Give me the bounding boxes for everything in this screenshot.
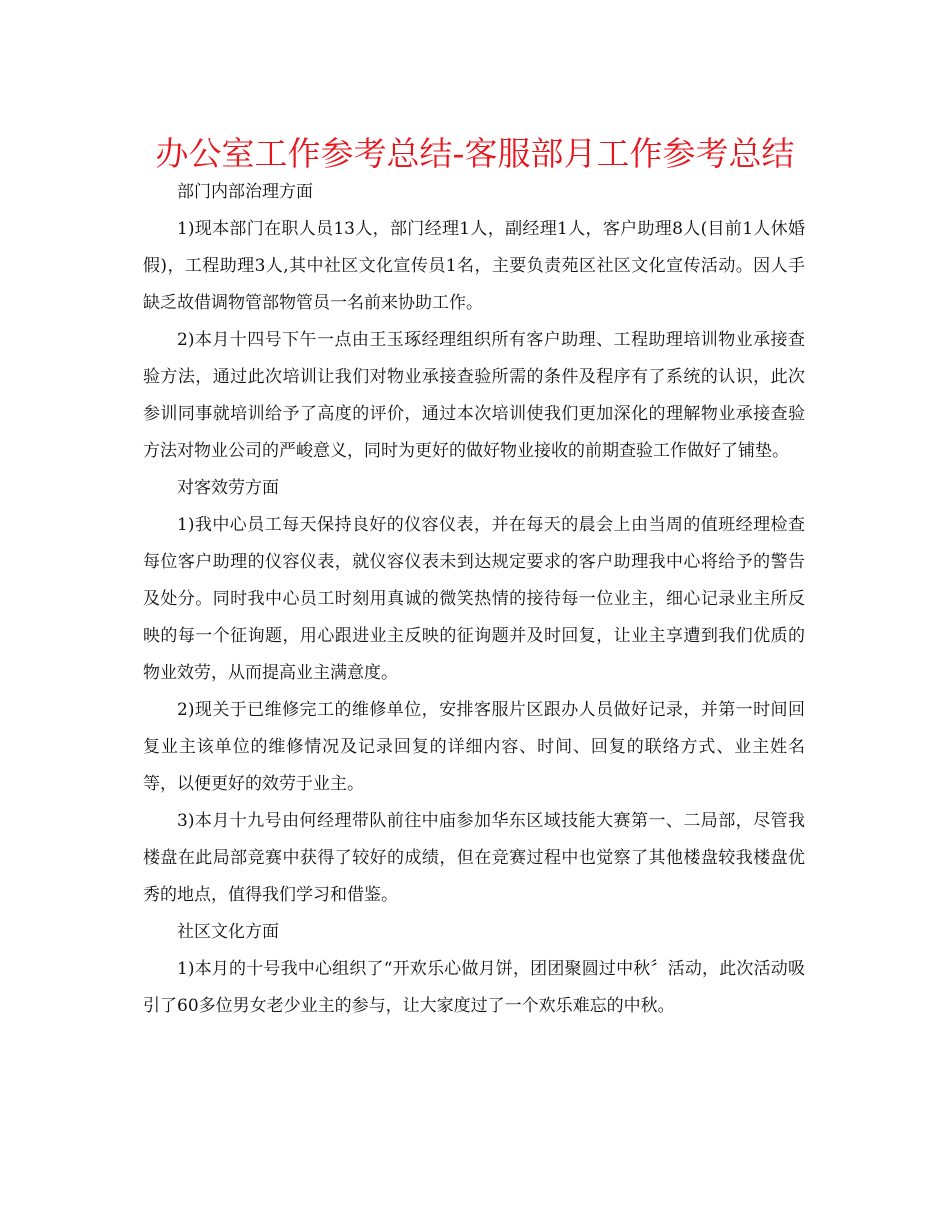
document-body — [143, 174, 805, 1025]
section-heading-community-culture: 社区文化方面 — [177, 922, 279, 942]
document-title: 办公室工作参考总结-客服部月工作参考总结 — [155, 134, 795, 173]
paragraph-staffing: 1)现本部门在职人员13人，部门经理1人，副经理1人，客户助理8人(目前1人休婚假)，工程助理3人,其中社区文化宣传员1名，主要负责苑区社区文化宣传活动。因人手缺乏故借调物管部物管员一名前来协助工作。 — [143, 219, 805, 313]
paragraph-training: 2)本月十四号下午一点由王玉琢经理组织所有客户助理、工程助理培训物业承接查验方法，通过此次培训让我们对物业承接查验所需的条件及程序有了系统的认识，此次参训同事就培训给予了高度的评价，通过本次培训使我们更加深化的理解物业承接查验方法对物业公司的严峻意义，同时为更好的做好物业接收的前期查验工作做好了铺垫。 — [143, 330, 805, 461]
section-heading-customer-service: 对客效劳方面 — [177, 478, 279, 498]
section-heading-internal-management: 部门内部治理方面 — [177, 182, 313, 202]
paragraph-appearance: 1)我中心员工每天保持良好的仪容仪表，并在每天的晨会上由当周的值班经理检查每位客户助理的仪容仪表，就仪容仪表未到达规定要求的客户助理我中心将给予的警告及处分。同时我中心员工时刻用真诚的微笑热情的接待每一位业主，细心记录业主所反映的每一个征询题，用心跟进业主反映的征询题并及时回复，让业主享遭到我们优质的物业效劳，从而提高业主满意度。 — [143, 515, 805, 683]
paragraph-mid-autumn-event: 1)本月的十号我中心组织了“开欢乐心做月饼，团团聚圆过中秋〞活动，此次活动吸引了60多位男女老少业主的参与，让大家度过了一个欢乐难忘的中秋。 — [143, 959, 805, 1016]
paragraph-repairs: 2)现关于已维修完工的维修单位，安排客服片区跟办人员做好记录，并第一时间回复业主该单位的维修情况及记录回复的详细内容、时间、回复的联络方式、业主姓名等，以便更好的效劳于业主。 — [143, 700, 805, 794]
paragraph-competition: 3)本月十九号由何经理带队前往中庙参加华东区域技能大赛第一、二局部，尽管我楼盘在此局部竞赛中获得了较好的成绩，但在竞赛过程中也觉察了其他楼盘较我楼盘优秀的地点，值得我们学习和借鉴。 — [143, 811, 805, 905]
